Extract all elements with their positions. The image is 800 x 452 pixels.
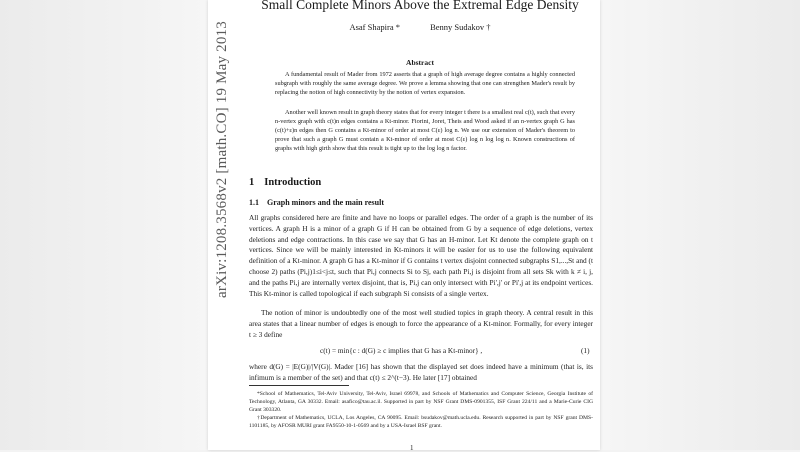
abstract-heading: Abstract bbox=[406, 58, 434, 67]
subsection-title: Graph minors and the main result bbox=[267, 198, 384, 207]
author-1: Asaf Shapira * bbox=[349, 22, 400, 32]
author-list bbox=[250, 22, 590, 32]
paper-title: Small Complete Minors Above the Extremal Edge Density bbox=[261, 0, 579, 12]
body-paragraph-2: The notion of minor is undoubtedly one of the most well studied topics in graph theory. A central result in this area states that a linear number of edges is enough to force the appearance of a Kt-minor. Formally, for every integer t ≥ 3 define bbox=[249, 308, 593, 339]
display-equation: c(t) = min{c : d(G) ≥ c implies that G has a Kt-minor} , bbox=[320, 346, 483, 355]
section-number: 1 bbox=[249, 177, 255, 188]
abstract-paragraph-2: Another well known result in graph theory states that for every integer t there is a smallest real c(t), such that every n-vertex graph with c(t)n edges contains a Kt-minor. Fiorini, Joret, Theis and Wood asked if an n-vertex graph G has (c(t)+ε)n edges then G contains a Kt-minor of order at most C(ε) log n. We use our extension of Mader's theorem to prove that such a graph G must contain a Kt-minor of order at most C(ε) log n log log n. Known constructions of graphs with high girth show that this result is tight up to the log log n factor. bbox=[275, 109, 575, 152]
body-paragraph-3: where d(G) = |E(G)|/|V(G)|. Mader [16] has shown that the displayed set does indeed have a minimum (that is, its infimum is a member of the set) and that c(t) ≤ 2^(t−3). He later [17] obtained bbox=[249, 362, 593, 382]
viewer-background-right bbox=[600, 0, 800, 450]
arxiv-identifier: arXiv:1208.3568v2 [math.CO] 19 May 2013 bbox=[214, 21, 230, 298]
subsection-heading bbox=[249, 198, 384, 207]
section-title: Introduction bbox=[264, 177, 322, 188]
footnote-rule bbox=[249, 385, 349, 386]
page-number: 1 bbox=[410, 444, 414, 452]
section-heading bbox=[249, 177, 321, 188]
body-paragraph-1: All graphs considered here are finite and have no loops or parallel edges. The order of a graph is the number of its vertices. A graph H is a minor of a graph G if H can be obtained from G by a sequence of edge deletions, vertex deletions and edge contractions. In this case we say that G has an H-minor. Let Kt denote the complete graph on t vertices. Since we will be mainly interested in Kt-minors it will be easier for us to use the following equivalent definition of a Kt-minor. A graph G has a Kt-minor if G contains t vertex disjoint connected subgraphs S1,...,St and (t choose 2) paths (Pi,j)1≤i<j≤t, such that Pi,j connects Si to Sj, each path Pi,j is disjoint from all sets Sk with k ≠ i, j, and the paths Pi,j are internally vertex disjoint, that is, Pi,j can only intersect with Pi',j' or Pi',j at its endpoint vertices. This Kt-minor is called topological if each subgraph Si consists of a single vertex. bbox=[249, 213, 593, 298]
footnote-2: †Department of Mathematics, UCLA, Los Angeles, CA 90095. Email: bsudakov@math.ucla.edu. Research supported in part by NSF grant DMS-1101185, by AFOSR MURI grant FA9550-10-1-0569 and by a USA-Israel BSF grant. bbox=[249, 415, 593, 429]
equation-number: (1) bbox=[581, 346, 590, 355]
author-2: Benny Sudakov † bbox=[430, 22, 491, 32]
abstract-paragraph-1: A fundamental result of Mader from 1972 asserts that a graph of high average degree contains a highly connected subgraph with roughly the same average degree. We prove a lemma showing that one can strengthen Mader's result by replacing the notion of high connectivity by the notion of vertex expansion. bbox=[275, 71, 575, 96]
subsection-number: 1.1 bbox=[249, 198, 259, 207]
viewer-background-left bbox=[0, 0, 210, 450]
footnote-1: *School of Mathematics, Tel-Aviv University, Tel-Aviv, Israel 69978, and Schools of Mathematics and Computer Science, Georgia Institute of Technology, Atlanta, GA 30332. Email: asafico@tau.ac.il. Supported in part by NSF Grant DMS-0901355, ISF Grant 224/11 and a Marie-Curie CIG Grant 303320. bbox=[249, 391, 593, 413]
